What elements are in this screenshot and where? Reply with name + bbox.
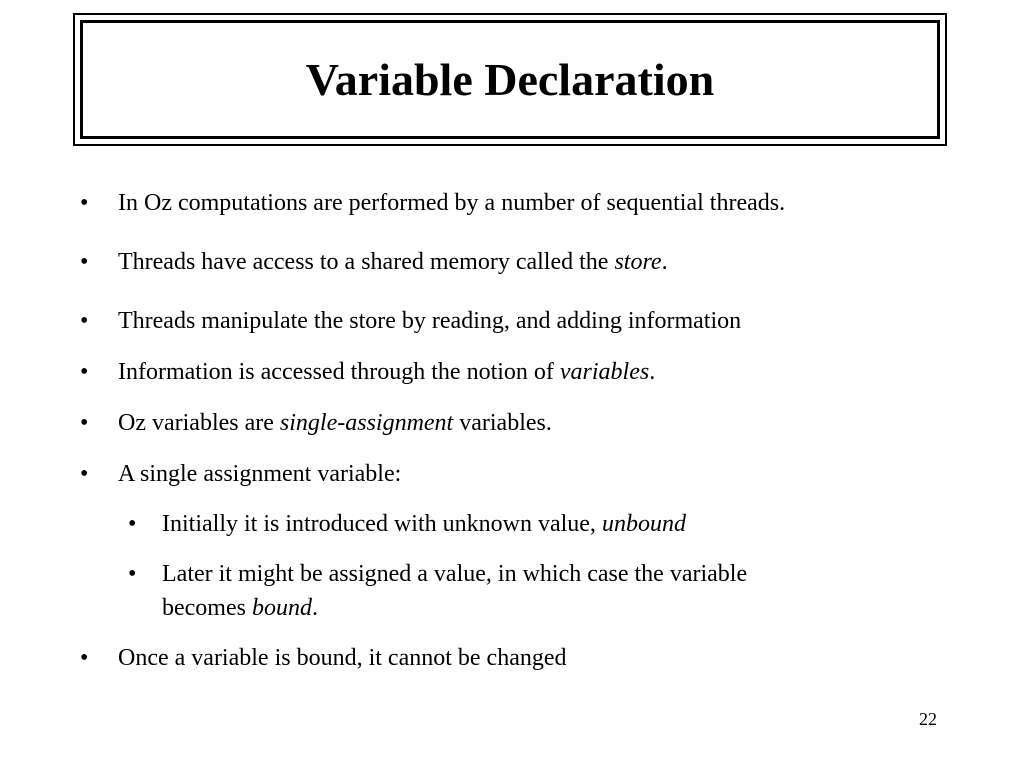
bullet-marker: • <box>80 249 89 275</box>
bullet-marker: • <box>80 461 89 487</box>
bullet-marker: • <box>128 561 137 587</box>
bullet-text: Threads have access to a shared memory called the store. <box>118 249 668 275</box>
page-number: 22 <box>919 709 937 729</box>
bullet-text: Once a variable is bound, it cannot be changed <box>118 645 567 671</box>
bullet-marker: • <box>128 511 137 537</box>
bullet-text: Initially it is introduced with unknown value, unbound <box>162 511 686 537</box>
bullet-text: In Oz computations are performed by a number of sequential threads. <box>118 190 786 216</box>
bullet-marker: • <box>80 359 89 385</box>
bullet-marker: • <box>80 645 89 671</box>
title-inner-frame <box>80 20 940 139</box>
slide-title: Variable Declaration <box>305 53 715 105</box>
bullet-text: Information is accessed through the notion of variables. <box>118 359 656 385</box>
bullet-text: Oz variables are single-assignment variables. <box>118 410 552 436</box>
bullet-marker: • <box>80 308 89 334</box>
bullet-marker: • <box>80 410 89 436</box>
bullet-marker: • <box>80 190 89 216</box>
bullet-text: becomes bound. <box>162 595 318 621</box>
title-frame <box>73 13 947 146</box>
bullet-text: Later it might be assigned a value, in which case the variable <box>162 561 748 587</box>
bullet-text: A single assignment variable: <box>118 461 402 487</box>
bullet-text: Threads manipulate the store by reading, and adding information <box>118 308 742 334</box>
